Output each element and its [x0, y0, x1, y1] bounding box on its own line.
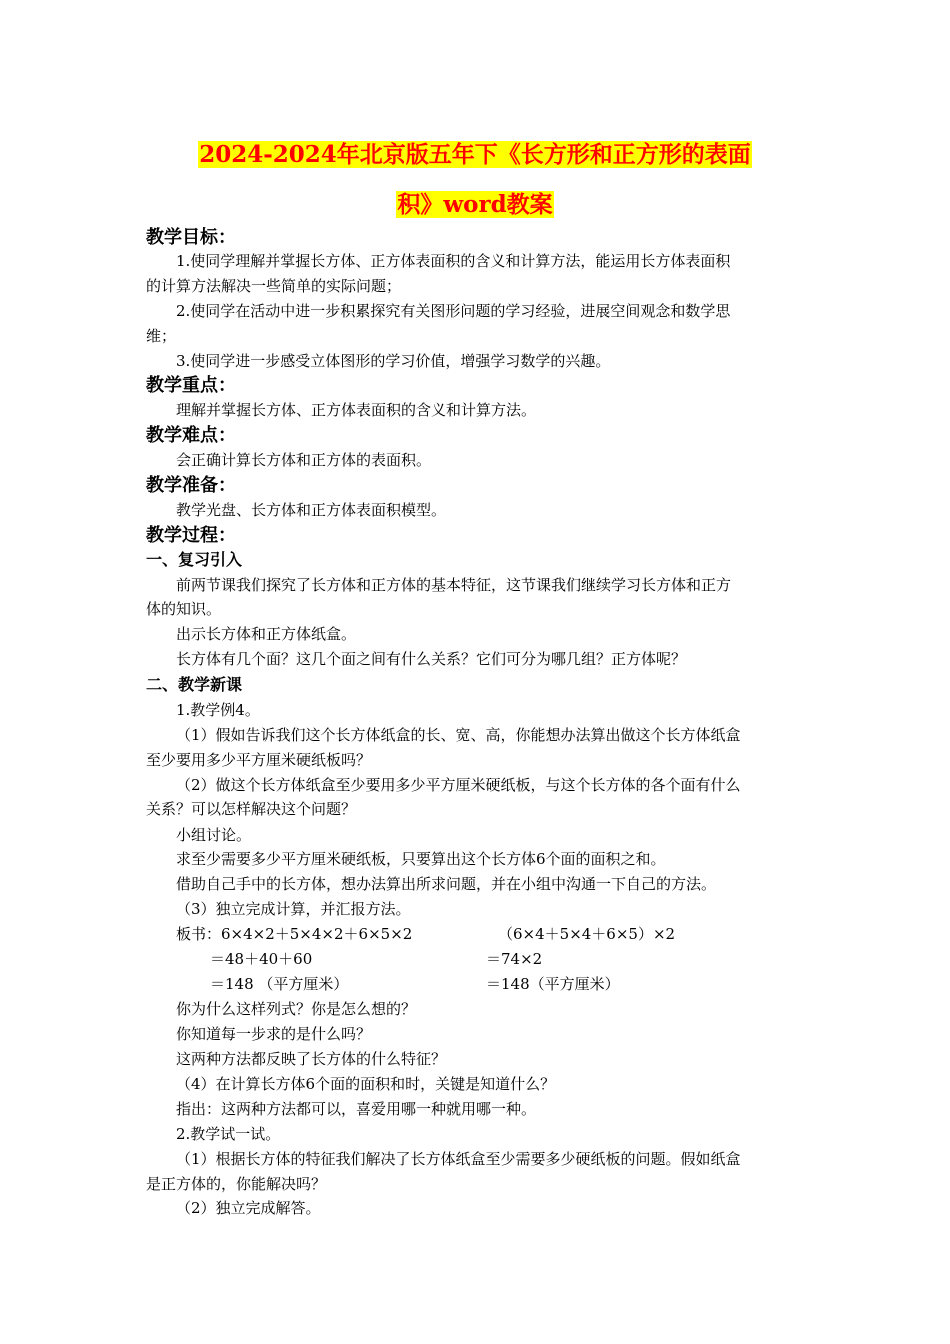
- calc-right-line-3: ＝148（平方厘米）: [486, 975, 620, 993]
- difficulties-text: 会正确计算长方体和正方体的表面积。: [176, 451, 432, 469]
- document-title-line-2: 积》word教案: [397, 191, 553, 218]
- lesson-question-2-line-2: 关系？可以怎样解决这个问题？: [146, 800, 357, 818]
- lesson-try-it-1-line-1: （1）根据长方体的特征我们解决了长方体纸盒至少需要多少硬纸板的问题。假如纸盒: [176, 1150, 741, 1168]
- review-heading: 一、复习引入: [146, 550, 243, 569]
- calc-left-line-2: ＝48＋40＋60: [210, 950, 313, 968]
- lesson-prompt-3: 这两种方法都反映了长方体的什么特征？: [176, 1050, 447, 1068]
- review-paragraph-2: 出示长方体和正方体纸盒。: [176, 625, 357, 643]
- document-title-line-1: 2024-2024年北京版五年下《长方形和正方形的表面: [199, 141, 751, 168]
- lesson-prompt-1: 你为什么这样列式？你是怎么想的？: [176, 1000, 417, 1018]
- lesson-prompt-5: 指出：这两种方法都可以，喜爱用哪一种就用哪一种。: [176, 1100, 537, 1118]
- lesson-question-1-line-1: （1）假如告诉我们这个长方体纸盒的长、宽、高，你能想办法算出做这个长方体纸盒: [176, 726, 741, 744]
- lesson-text-7: （3）独立完成计算，并汇报方法。: [176, 900, 411, 918]
- key-points-text: 理解并掌握长方体、正方体表面积的含义和计算方法。: [176, 401, 537, 419]
- lesson-question-1-line-2: 至少要用多少平方厘米硬纸板吗？: [146, 751, 372, 769]
- objective-2-line-1: 2.使同学在活动中进一步积累探究有关图形问题的学习经验，进展空间观念和数学思: [176, 302, 731, 320]
- review-paragraph-1-line-1: 前两节课我们探究了长方体和正方体的基本特征，这节课我们继续学习长方体和正方: [176, 576, 732, 594]
- lesson-try-it: 2.教学试一试。: [176, 1125, 281, 1143]
- calc-left-line-3: ＝148 （平方厘米）: [210, 975, 349, 993]
- review-paragraph-1-line-2: 体的知识。: [146, 600, 222, 618]
- key-points-heading: 教学重点：: [146, 375, 236, 396]
- objective-2-line-2: 维；: [146, 327, 177, 345]
- objective-3: 3.使同学进一步感受立体图形的学习价值，增强学习数学的兴趣。: [176, 352, 611, 370]
- preparation-text: 教学光盘、长方体和正方体表面积模型。: [176, 501, 447, 519]
- lesson-text-5: 求至少需要多少平方厘米硬纸板，只要算出这个长方体6个面的面积之和。: [176, 850, 666, 868]
- process-heading: 教学过程：: [146, 525, 236, 546]
- objectives-heading: 教学目标：: [146, 227, 236, 248]
- lesson-try-it-2: （2）独立完成解答。: [176, 1199, 321, 1217]
- lesson-text-6: 借助自己手中的长方体，想办法算出所求问题，并在小组中沟通一下自己的方法。: [176, 875, 717, 893]
- lesson-question-2-line-1: （2）做这个长方体纸盒至少要用多少平方厘米硬纸板，与这个长方体的各个面有什么: [176, 776, 741, 794]
- lesson-example-4: 1.教学例4。: [176, 701, 260, 719]
- calc-left-line-1: 板书：6×4×2＋5×4×2＋6×5×2: [176, 925, 413, 943]
- review-paragraph-3: 长方体有几个面？这几个面之间有什么关系？它们可分为哪几组？正方体呢？: [176, 650, 687, 668]
- difficulties-heading: 教学难点：: [146, 425, 236, 446]
- lesson-try-it-1-line-2: 是正方体的，你能解决吗？: [146, 1175, 327, 1193]
- lesson-prompt-2: 你知道每一步求的是什么吗？: [176, 1025, 372, 1043]
- new-lesson-heading: 二、教学新课: [146, 675, 243, 694]
- lesson-group-discussion: 小组讨论。: [176, 826, 252, 844]
- lesson-prompt-4: （4）在计算长方体6个面的面积和时，关键是知道什么？: [176, 1075, 556, 1093]
- objective-1-line-1: 1.使同学理解并掌握长方体、正方体表面积的含义和计算方法，能运用长方体表面积: [176, 252, 731, 270]
- calc-right-line-1: （6×4＋5×4＋6×5）×2: [498, 925, 676, 943]
- preparation-heading: 教学准备：: [146, 475, 236, 496]
- calc-right-line-2: ＝74×2: [486, 950, 543, 968]
- objective-1-line-2: 的计算方法解决一些简单的实际问题；: [146, 277, 402, 295]
